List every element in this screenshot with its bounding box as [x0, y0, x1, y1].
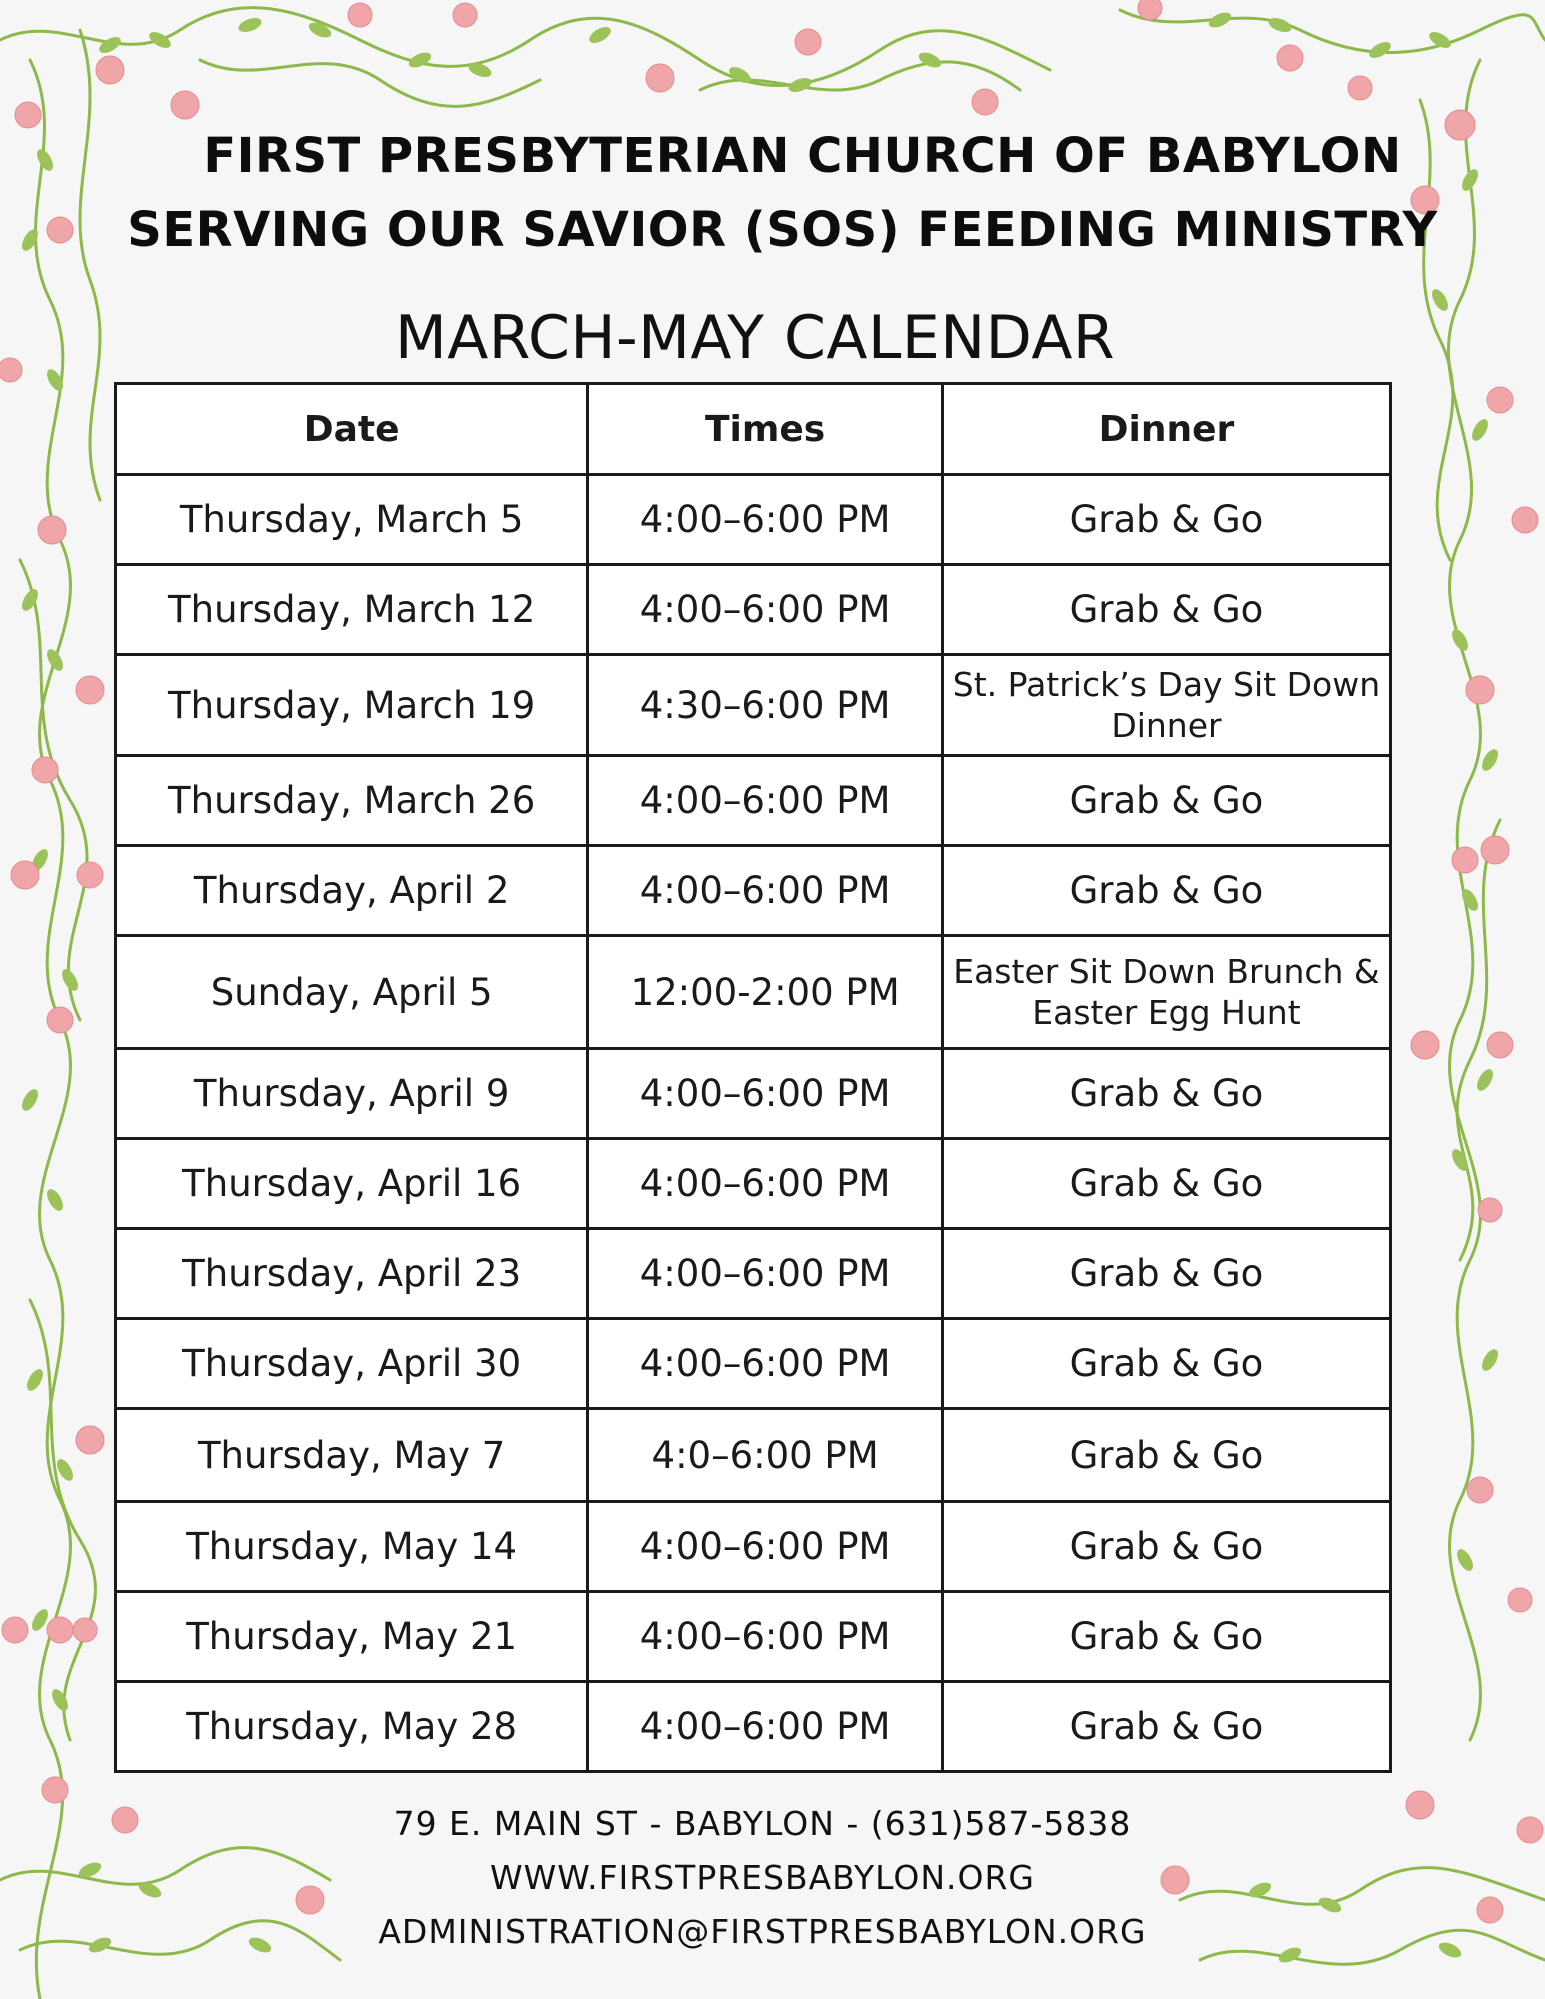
date-cell: Thursday, April 9: [116, 1049, 588, 1139]
dinner-cell: Grab & Go: [942, 1229, 1390, 1319]
time-cell: 4:00–6:00 PM: [588, 1139, 943, 1229]
time-cell: 12:00-2:00 PM: [588, 936, 943, 1049]
time-cell: 4:00–6:00 PM: [588, 1229, 943, 1319]
dinner-cell: Grab & Go: [942, 565, 1390, 655]
church-address: 79 E. MAIN ST - BABYLON - (631)587-5838: [393, 1804, 1132, 1843]
dinner-cell: Grab & Go: [942, 1409, 1390, 1502]
table-row: [116, 655, 1391, 756]
date-cell: Thursday, May 14: [116, 1502, 588, 1592]
table-row: [116, 1319, 1391, 1409]
time-cell: 4:0–6:00 PM: [588, 1409, 943, 1502]
dinner-cell: Grab & Go: [942, 1502, 1390, 1592]
dinner-cell: St. Patrick’s Day Sit Down Dinner: [942, 655, 1390, 756]
table-row: [116, 1139, 1391, 1229]
header-times: Times: [588, 384, 943, 475]
time-cell: 4:00–6:00 PM: [588, 475, 943, 565]
table-row: [116, 936, 1391, 1049]
schedule-table: [114, 382, 1392, 1773]
church-name-title: FIRST PRESBYTERIAN CHURCH OF BABYLON: [203, 128, 1402, 184]
date-cell: Thursday, May 21: [116, 1592, 588, 1682]
time-cell: 4:00–6:00 PM: [588, 1592, 943, 1682]
table-row: [116, 1229, 1391, 1319]
dinner-cell: Grab & Go: [942, 1049, 1390, 1139]
dinner-cell: Grab & Go: [942, 846, 1390, 936]
time-cell: 4:00–6:00 PM: [588, 1502, 943, 1592]
dinner-cell: Grab & Go: [942, 1682, 1390, 1772]
table-row: [116, 565, 1391, 655]
dinner-cell: Grab & Go: [942, 1139, 1390, 1229]
table-row: [116, 1409, 1391, 1502]
header-dinner: Dinner: [942, 384, 1390, 475]
church-email: ADMINISTRATION@FIRSTPRESBABYLON.ORG: [378, 1912, 1147, 1951]
date-cell: Thursday, April 30: [116, 1319, 588, 1409]
table-row: [116, 1682, 1391, 1772]
table-row: [116, 475, 1391, 565]
date-cell: Thursday, May 28: [116, 1682, 588, 1772]
calendar-title: MARCH-MAY CALENDAR: [394, 303, 1116, 373]
table-row: [116, 1502, 1391, 1592]
table-row: [116, 1592, 1391, 1682]
table-row: [116, 846, 1391, 936]
date-cell: Thursday, March 26: [116, 756, 588, 846]
dinner-cell: Grab & Go: [942, 756, 1390, 846]
date-cell: Thursday, May 7: [116, 1409, 588, 1502]
time-cell: 4:00–6:00 PM: [588, 846, 943, 936]
time-cell: 4:00–6:00 PM: [588, 565, 943, 655]
church-website: WWW.FIRSTPRESBABYLON.ORG: [489, 1858, 1035, 1897]
dinner-cell: Grab & Go: [942, 1592, 1390, 1682]
time-cell: 4:00–6:00 PM: [588, 1049, 943, 1139]
time-cell: 4:00–6:00 PM: [588, 756, 943, 846]
date-cell: Sunday, April 5: [116, 936, 588, 1049]
date-cell: Thursday, April 2: [116, 846, 588, 936]
table-row: [116, 756, 1391, 846]
time-cell: 4:30–6:00 PM: [588, 655, 943, 756]
time-cell: 4:00–6:00 PM: [588, 1682, 943, 1772]
date-cell: Thursday, March 12: [116, 565, 588, 655]
table-header-row: [116, 384, 1391, 475]
dinner-cell: Easter Sit Down Brunch & Easter Egg Hunt: [942, 936, 1390, 1049]
table-row: [116, 1049, 1391, 1139]
dinner-cell: Grab & Go: [942, 475, 1390, 565]
date-cell: Thursday, March 5: [116, 475, 588, 565]
date-cell: Thursday, April 23: [116, 1229, 588, 1319]
time-cell: 4:00–6:00 PM: [588, 1319, 943, 1409]
ministry-name-title: SERVING OUR SAVIOR (SOS) FEEDING MINISTRY: [127, 202, 1438, 258]
date-cell: Thursday, March 19: [116, 655, 588, 756]
header-date: Date: [116, 384, 588, 475]
date-cell: Thursday, April 16: [116, 1139, 588, 1229]
dinner-cell: Grab & Go: [942, 1319, 1390, 1409]
